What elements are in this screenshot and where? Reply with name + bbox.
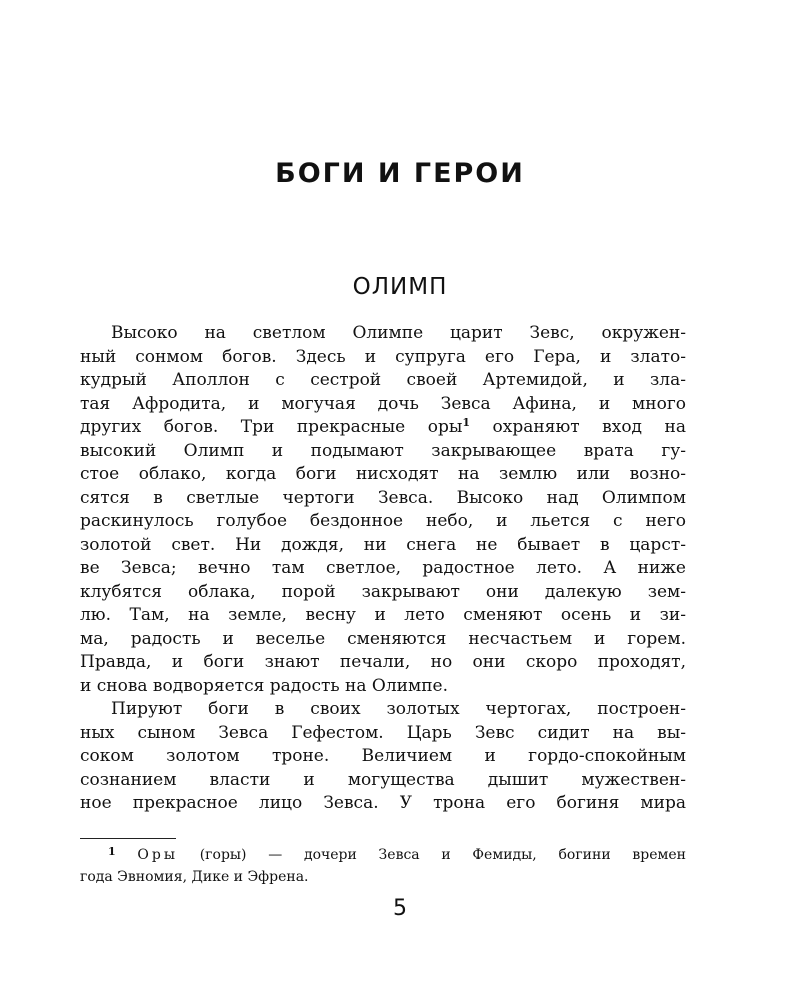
footnote-text: (горы) — дочери Зевса и Фемиды, богини времен xyxy=(199,847,687,863)
text-line: стое облако, когда боги нисходят на землю или возно- xyxy=(80,464,686,484)
text-line: тая Афродита, и могучая дочь Зевса Афина, и много xyxy=(80,393,686,414)
text-line: клубятся облака, порой закрывают они далекую зем- xyxy=(80,581,686,602)
text-line: ве Зевса; вечно там светлое, радостное лето. А ниже xyxy=(80,558,686,578)
text-line: лю. Там, на земле, весну и лето сменяют осень и зи- xyxy=(80,605,686,625)
text-line: ный сонмом богов. Здесь и супруга его Гера, и злато- xyxy=(80,346,686,367)
text-line: и снова водворяется радость на Олимпе. xyxy=(80,675,448,696)
text-line: кудрый Аполлон с сестрой своей Артемидой, и зла- xyxy=(80,370,686,390)
text-line: ных сыном Зевса Гефестом. Царь Зевс сидит на вы- xyxy=(80,722,686,743)
footnote-divider xyxy=(80,838,176,839)
text-line: золотой свет. Ни дождя, ни снега не бывает в царст- xyxy=(80,534,686,555)
footnote-term: Оры xyxy=(137,847,178,863)
footnote-line: года Эвномия, Дике и Эфрена. xyxy=(80,869,309,885)
text-line: Правда, и боги знают печали, но они скоро проходят, xyxy=(80,652,686,672)
text-line: ма, радость и веселье сменяются несчастьем и горем. xyxy=(80,628,686,649)
text-line: сознанием власти и могущества дышит мужествен- xyxy=(80,769,686,790)
text-line: Высоко на светлом Олимпе царит Зевс, окружен- xyxy=(111,323,686,343)
section-title: ОЛИМП xyxy=(352,274,448,300)
text-line: соком золотом троне. Величием и гордо-спокойным xyxy=(80,746,686,766)
chapter-title: БОГИ И ГЕРОИ xyxy=(275,158,525,189)
text-line: Пируют боги в своих золотых чертогах, построен- xyxy=(111,699,686,719)
body-text xyxy=(80,322,686,816)
text-line: ное прекрасное лицо Зевса. У трона его богиня мира xyxy=(80,793,686,813)
footnote xyxy=(80,844,686,888)
text-line: раскинулось голубое бездонное небо, и льется с него xyxy=(80,511,686,531)
page-number: 5 xyxy=(393,896,407,921)
text-fragment: других богов. Три прекрасные оры xyxy=(80,417,463,437)
footnote-reference: 1 xyxy=(462,416,471,429)
text-line: высокий Олимп и подымают закрывающее врата гу- xyxy=(80,440,686,461)
text-fragment: охраняют вход на xyxy=(492,417,686,437)
footnote-line xyxy=(80,844,686,866)
text-line xyxy=(80,416,686,440)
footnote-marker: 1 xyxy=(108,845,116,858)
text-line: сятся в светлые чертоги Зевса. Высоко над Олимпом xyxy=(80,487,686,508)
